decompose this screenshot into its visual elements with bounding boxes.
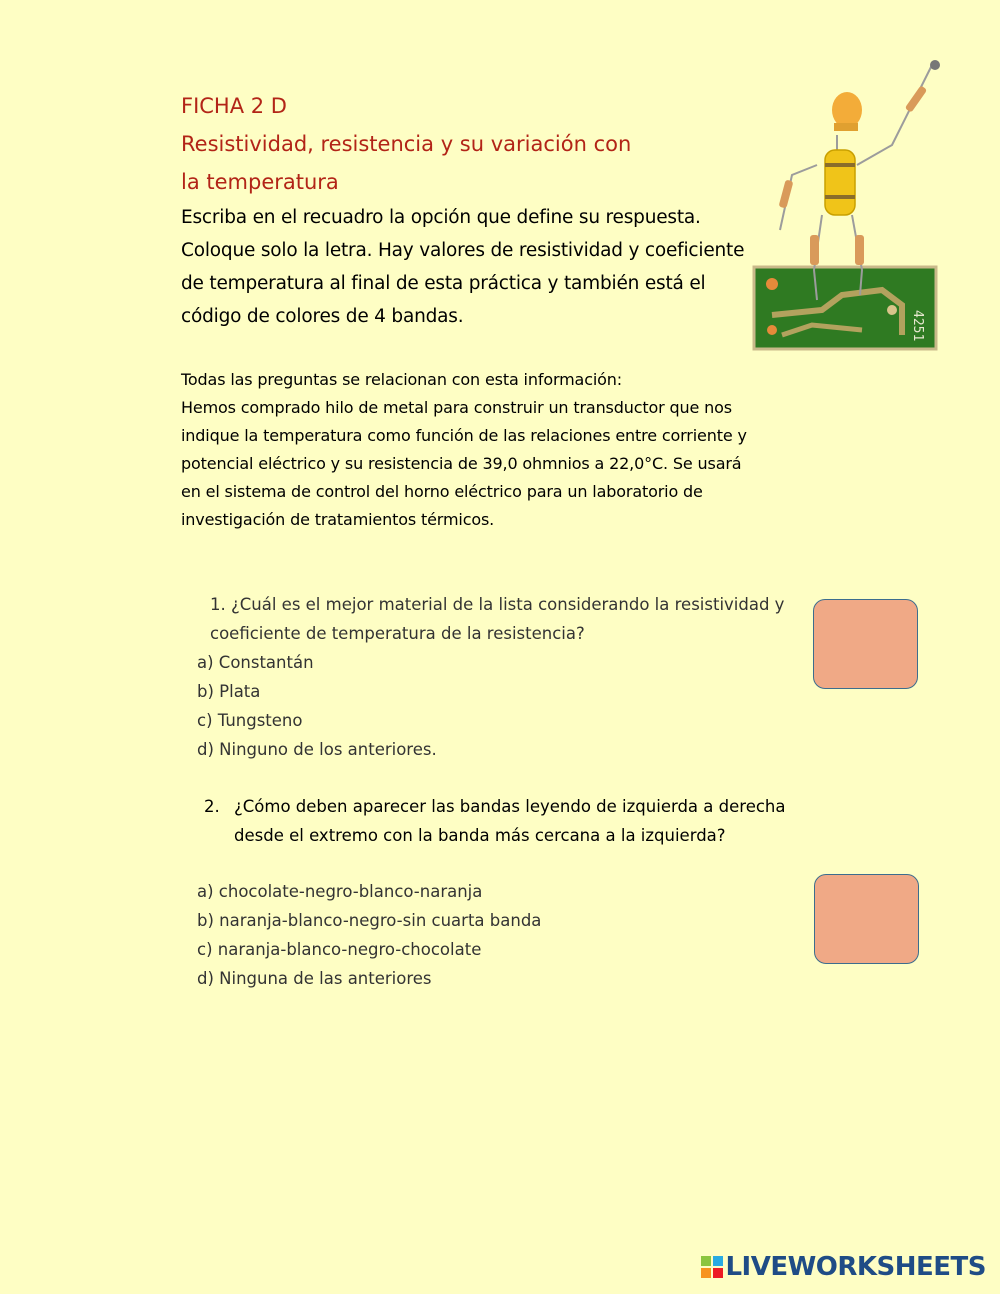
answer-box-question-1[interactable] <box>813 599 918 689</box>
instructions-line: código de colores de 4 bandas. <box>181 306 464 327</box>
question-2-line1: ¿Cómo deben aparecer las bandas leyendo de izquierda a derecha <box>234 797 786 816</box>
logo-icon <box>701 1256 723 1278</box>
worksheet-code: FICHA 2 D <box>181 94 287 118</box>
context-line: indique la temperatura como función de las relaciones entre corriente y <box>181 426 747 445</box>
page-title-line2: la temperatura <box>181 170 339 194</box>
question-2-option: b) naranja-blanco-negro-sin cuarta banda <box>197 911 542 930</box>
question-1-line1: 1. ¿Cuál es el mejor material de la lista considerando la resistividad y <box>210 595 785 614</box>
resistor-leg-right <box>855 235 864 265</box>
instructions-line: de temperatura al final de esta práctica y también está el <box>181 273 706 294</box>
instructions <box>181 201 821 333</box>
question-2-option: c) naranja-blanco-negro-chocolate <box>197 940 482 959</box>
question-1-line2: coeficiente de temperatura de la resistencia? <box>210 624 585 643</box>
page-title-line1: Resistividad, resistencia y su variación con <box>181 132 632 156</box>
svg-text:4251: 4251 <box>910 310 925 342</box>
context-paragraph <box>181 366 821 534</box>
question-1-option: c) Tungsteno <box>197 711 303 730</box>
led-head <box>832 92 862 128</box>
context-line: Hemos comprado hilo de metal para construir un transductor que nos <box>181 398 732 417</box>
probe-tip <box>930 60 940 70</box>
instructions-line: Coloque solo la letra. Hay valores de resistividad y coeficiente <box>181 240 745 261</box>
resistor-arm-right <box>905 85 928 113</box>
context-line: en el sistema de control del horno eléctrico para un laboratorio de <box>181 482 703 501</box>
question-1-option: b) Plata <box>197 682 261 701</box>
context-line: Todas las preguntas se relacionan con esta información: <box>181 370 623 389</box>
liveworksheets-logo <box>701 1252 986 1282</box>
logo-text: LIVEWORKSHEETS <box>725 1252 986 1282</box>
context-line: potencial eléctrico y su resistencia de 39,0 ohmnios a 22,0°C. Se usará <box>181 454 742 473</box>
question-2-option: d) Ninguna de las anteriores <box>197 969 432 988</box>
instructions-line: Escriba en el recuadro la opción que define su respuesta. <box>181 207 701 228</box>
question-1-option: d) Ninguno de los anteriores. <box>197 740 437 759</box>
question-1-option: a) Constantán <box>197 653 314 672</box>
capacitor-body <box>825 150 855 215</box>
context-line: investigación de tratamientos térmicos. <box>181 510 495 529</box>
question-2-line2: desde el extremo con la banda más cercana a la izquierda? <box>234 826 726 845</box>
question-2-option: a) chocolate-negro-blanco-naranja <box>197 882 483 901</box>
question-2-number: 2. <box>204 797 220 816</box>
answer-box-question-2[interactable] <box>814 874 919 964</box>
